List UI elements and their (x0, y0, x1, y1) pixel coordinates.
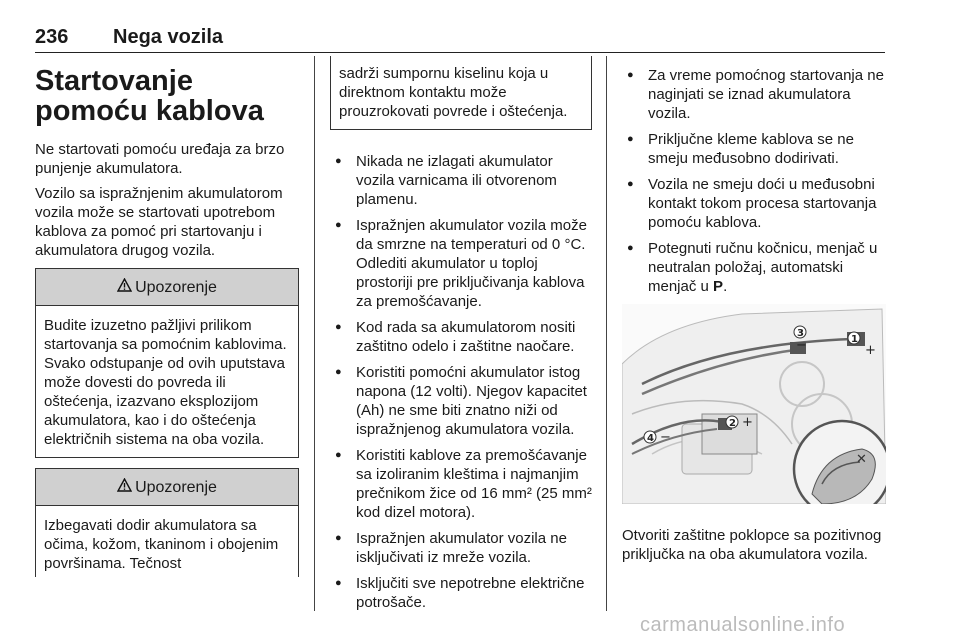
list-item: ● Koristiti kablove za premošćavanje sa izoliranim kleštima i najmanjim prečnikom žice od 16 mm² (25 mm² kod dizel motora). (330, 446, 592, 522)
plus-sign: + (865, 343, 876, 358)
list-item: ● Za vreme pomoćnog startovanja ne naginjati se iznad akumulatora vozila. (622, 66, 886, 123)
watermark: carmanualsonline.info (640, 614, 846, 636)
warning-header (36, 469, 298, 506)
list-item: ● Koristiti pomoćni akumulator istog napona (12 volti). Njegov kapacitet (Ah) ne sme biti znatno niži od ispražnjenog akumulatora vozila. (330, 363, 592, 439)
list-item: ● Kod rada sa akumulatorom nositi zaštitno odelo i zaštitne naočare. (330, 318, 592, 356)
paragraph: Ne startovati pomoću uređaja za brzo punjenje akumulatora. (35, 141, 285, 177)
cap-symbol: ✕ (856, 452, 867, 467)
list-item-text: Potegnuti ručnu kočnicu, menjač u neutralan položaj, automatski menjač u (648, 240, 878, 295)
warning-text: Izbegavati dodir akumulatora sa očima, kožom, tkaninom i obojenim površinama. Tečnost (44, 517, 279, 572)
warning-box (35, 268, 299, 458)
column-1 (35, 56, 299, 577)
warning-triangle-icon (117, 278, 132, 297)
warning-title: Upozorenje (135, 479, 217, 496)
gear-letter: P (713, 278, 724, 295)
column-2 (330, 56, 592, 619)
warning-box (35, 468, 299, 577)
list-item: ● Nikada ne izlagati akumulator vozila varnicama ili otvorenom plamenu. (330, 152, 592, 209)
page-number: 236 (35, 26, 69, 48)
figure-label: 2 (729, 418, 736, 429)
column-divider (606, 56, 607, 611)
minus-sign: − (660, 430, 671, 445)
column-divider (314, 56, 315, 611)
figure-label: 4 (647, 433, 654, 444)
warning-continuation: sadrži sumpornu kiselinu koja u direktnom kontaktu može prouzrokovati povrede i oštećenja. (330, 56, 592, 130)
jump-start-diagram (622, 304, 886, 504)
list-item: ● Priključne kleme kablova se ne smeju međusobno dodirivati. (622, 130, 886, 168)
section-heading: Startovanje pomoću kablova (35, 65, 264, 127)
paragraph: Vozilo sa ispražnjenim akumulatorom vozila može se startovati upotrebom kablova za pomoć pri startovanju i akumulatora drugog vozila. (35, 185, 283, 259)
warning-triangle-icon (117, 478, 132, 497)
minus-sign: − (796, 338, 807, 353)
list-item: ● Ispražnjen akumulator vozila može da smrzne na temperaturi od 0 °C. Odlediti akumulator u toploj prostoriji pre priključivanja kablova za premošćavanje. (330, 216, 592, 311)
page-header (35, 24, 885, 53)
bullet-list (330, 152, 592, 612)
warning-text: Budite izuzetno pažljivi prilikom startovanja sa pomoćnim kablovima. Svako odstupanje od ovih uputstava može dovesti do povreda ili oštećenja, izazvano eksplozijom akumulatora, kao i do oštećenja električnih sistema na oba vozila. (44, 317, 287, 448)
section-title: Nega vozila (113, 26, 224, 48)
list-item: ● Ispražnjen akumulator vozila ne isključivati iz mreže vozila. (330, 529, 592, 567)
figure-label: 3 (797, 328, 804, 339)
list-item: ● Isključiti sve nepotrebne električne potrošače. (330, 574, 592, 612)
figure-label: 1 (851, 334, 858, 345)
list-item (622, 239, 886, 296)
list-item: ● Vozila ne smeju doći u međusobni kontakt tokom procesa startovanja pomoću kablova. (622, 175, 886, 232)
plus-sign: + (742, 415, 753, 430)
engine-bay-illustration (622, 304, 886, 504)
figure-caption: Otvoriti zaštitne poklopce sa pozitivnog priključka na oba akumulatora vozila. (622, 527, 882, 563)
warning-header (36, 269, 298, 306)
column-3 (622, 56, 886, 570)
gear-period: . (723, 278, 728, 295)
bullet-list (622, 66, 886, 296)
warning-title: Upozorenje (135, 279, 217, 296)
